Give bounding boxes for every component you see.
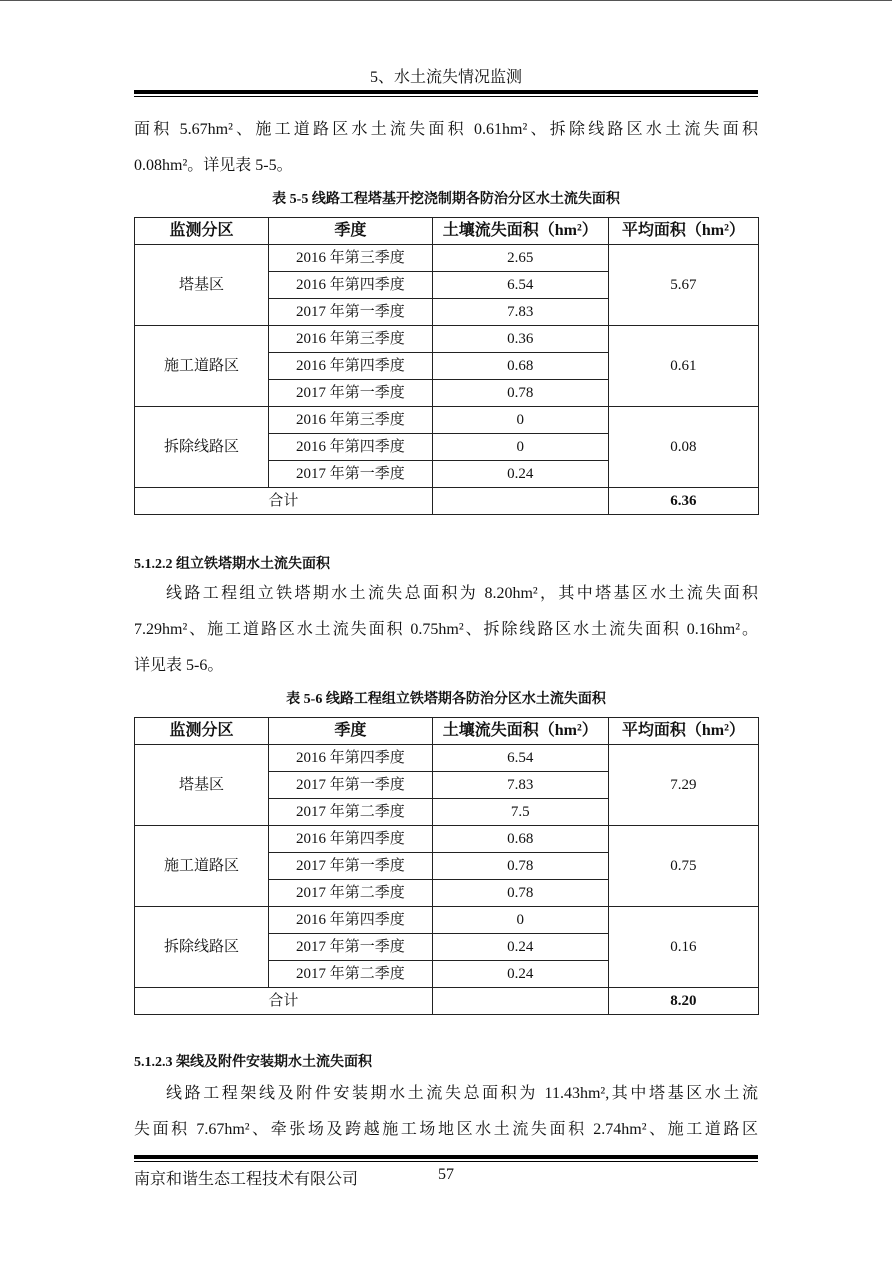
table-row — [135, 907, 759, 934]
column-header: 季度 — [268, 718, 432, 745]
quarter-cell: 2016 年第四季度 — [268, 826, 432, 853]
total-value: 8.20 — [608, 988, 758, 1015]
column-header: 季度 — [268, 218, 432, 245]
header-rule-thick — [134, 90, 758, 94]
paragraph-line: 7.29hm²、施工道路区水土流失面积 0.75hm²、拆除线路区水土流失面积 0.16hm²。 — [134, 621, 758, 638]
quarter-cell: 2016 年第四季度 — [268, 907, 432, 934]
quarter-cell: 2017 年第二季度 — [268, 880, 432, 907]
table-row — [135, 245, 759, 272]
table-5-5 — [134, 217, 759, 515]
quarter-cell: 2016 年第四季度 — [268, 272, 432, 299]
empty-cell — [432, 488, 608, 515]
page-number: 57 — [438, 1166, 454, 1183]
table-row — [135, 326, 759, 353]
total-row — [135, 488, 759, 515]
footer-rule-thick — [134, 1155, 758, 1159]
area-cell: 0.68 — [432, 353, 608, 380]
paragraph-line: 详见表 5-6。 — [134, 657, 224, 674]
zone-cell: 施工道路区 — [135, 826, 269, 907]
page-header-title: 5、水土流失情况监测 — [369, 69, 522, 86]
column-header: 土壤流失面积（hm²） — [432, 718, 608, 745]
table-row — [135, 407, 759, 434]
area-cell: 0.24 — [432, 461, 608, 488]
zone-cell: 拆除线路区 — [135, 407, 269, 488]
quarter-cell: 2017 年第二季度 — [268, 961, 432, 988]
area-cell: 2.65 — [432, 245, 608, 272]
column-header: 土壤流失面积（hm²） — [432, 218, 608, 245]
quarter-cell: 2017 年第二季度 — [268, 799, 432, 826]
header-rule-thin — [134, 96, 758, 97]
section-heading: 5.1.2.2 组立铁塔期水土流失面积 — [134, 557, 330, 572]
table-header-row — [135, 218, 759, 245]
table-caption: 表 5-6 线路工程组立铁塔期各防治分区水土流失面积 — [286, 692, 606, 707]
zone-cell: 施工道路区 — [135, 326, 269, 407]
table-row — [135, 826, 759, 853]
area-cell: 0 — [432, 907, 608, 934]
empty-cell — [432, 988, 608, 1015]
average-cell: 0.08 — [608, 407, 758, 488]
quarter-cell: 2017 年第一季度 — [268, 772, 432, 799]
area-cell: 0.68 — [432, 826, 608, 853]
total-row — [135, 988, 759, 1015]
total-label: 合计 — [135, 988, 433, 1015]
quarter-cell: 2017 年第一季度 — [268, 380, 432, 407]
footer — [134, 1166, 454, 1189]
average-cell: 0.16 — [608, 907, 758, 988]
area-cell: 0.78 — [432, 880, 608, 907]
quarter-cell: 2016 年第四季度 — [268, 434, 432, 461]
quarter-cell: 2016 年第三季度 — [268, 245, 432, 272]
paragraph-line: 线路工程组立铁塔期水土流失总面积为 8.20hm²，其中塔基区水土流失面积 — [166, 585, 758, 602]
table-caption: 表 5-5 线路工程塔基开挖浇制期各防治分区水土流失面积 — [272, 192, 620, 207]
area-cell: 7.83 — [432, 299, 608, 326]
area-cell: 0.78 — [432, 380, 608, 407]
area-cell: 6.54 — [432, 272, 608, 299]
area-cell: 0.36 — [432, 326, 608, 353]
page-edge — [0, 0, 892, 1]
area-cell: 0.78 — [432, 853, 608, 880]
area-cell: 0 — [432, 434, 608, 461]
column-header: 监测分区 — [135, 718, 269, 745]
quarter-cell: 2016 年第四季度 — [268, 353, 432, 380]
quarter-cell: 2017 年第一季度 — [268, 853, 432, 880]
quarter-cell: 2017 年第一季度 — [268, 934, 432, 961]
quarter-cell: 2017 年第一季度 — [268, 299, 432, 326]
area-cell: 6.54 — [432, 745, 608, 772]
area-cell: 7.83 — [432, 772, 608, 799]
paragraph-line: 0.08hm²。详见表 5-5。 — [134, 157, 293, 174]
zone-cell: 塔基区 — [135, 245, 269, 326]
footer-company: 南京和谐生态工程技术有限公司 — [134, 1171, 359, 1188]
average-cell: 5.67 — [608, 245, 758, 326]
table-row — [135, 745, 759, 772]
column-header: 平均面积（hm²） — [608, 218, 758, 245]
column-header: 监测分区 — [135, 218, 269, 245]
average-cell: 0.75 — [608, 826, 758, 907]
table-5-6 — [134, 717, 759, 1015]
area-cell: 0.24 — [432, 934, 608, 961]
total-label: 合计 — [135, 488, 433, 515]
quarter-cell: 2016 年第三季度 — [268, 326, 432, 353]
paragraph-line: 线路工程架线及附件安装期水土流失总面积为 11.43hm²,其中塔基区水土流 — [166, 1085, 758, 1102]
area-cell: 7.5 — [432, 799, 608, 826]
quarter-cell: 2016 年第三季度 — [268, 407, 432, 434]
footer-rule-thin — [134, 1161, 758, 1162]
paragraph-line: 失面积 7.67hm²、牵张场及跨越施工场地区水土流失面积 2.74hm²、施工道路区 — [134, 1121, 758, 1138]
column-header: 平均面积（hm²） — [608, 718, 758, 745]
zone-cell: 塔基区 — [135, 745, 269, 826]
table-header-row — [135, 718, 759, 745]
area-cell: 0 — [432, 407, 608, 434]
quarter-cell: 2016 年第四季度 — [268, 745, 432, 772]
area-cell: 0.24 — [432, 961, 608, 988]
total-value: 6.36 — [608, 488, 758, 515]
paragraph-line: 面积 5.67hm²、施工道路区水土流失面积 0.61hm²、拆除线路区水土流失面积 — [134, 121, 758, 138]
zone-cell: 拆除线路区 — [135, 907, 269, 988]
average-cell: 7.29 — [608, 745, 758, 826]
quarter-cell: 2017 年第一季度 — [268, 461, 432, 488]
section-heading: 5.1.2.3 架线及附件安装期水土流失面积 — [134, 1055, 372, 1070]
average-cell: 0.61 — [608, 326, 758, 407]
